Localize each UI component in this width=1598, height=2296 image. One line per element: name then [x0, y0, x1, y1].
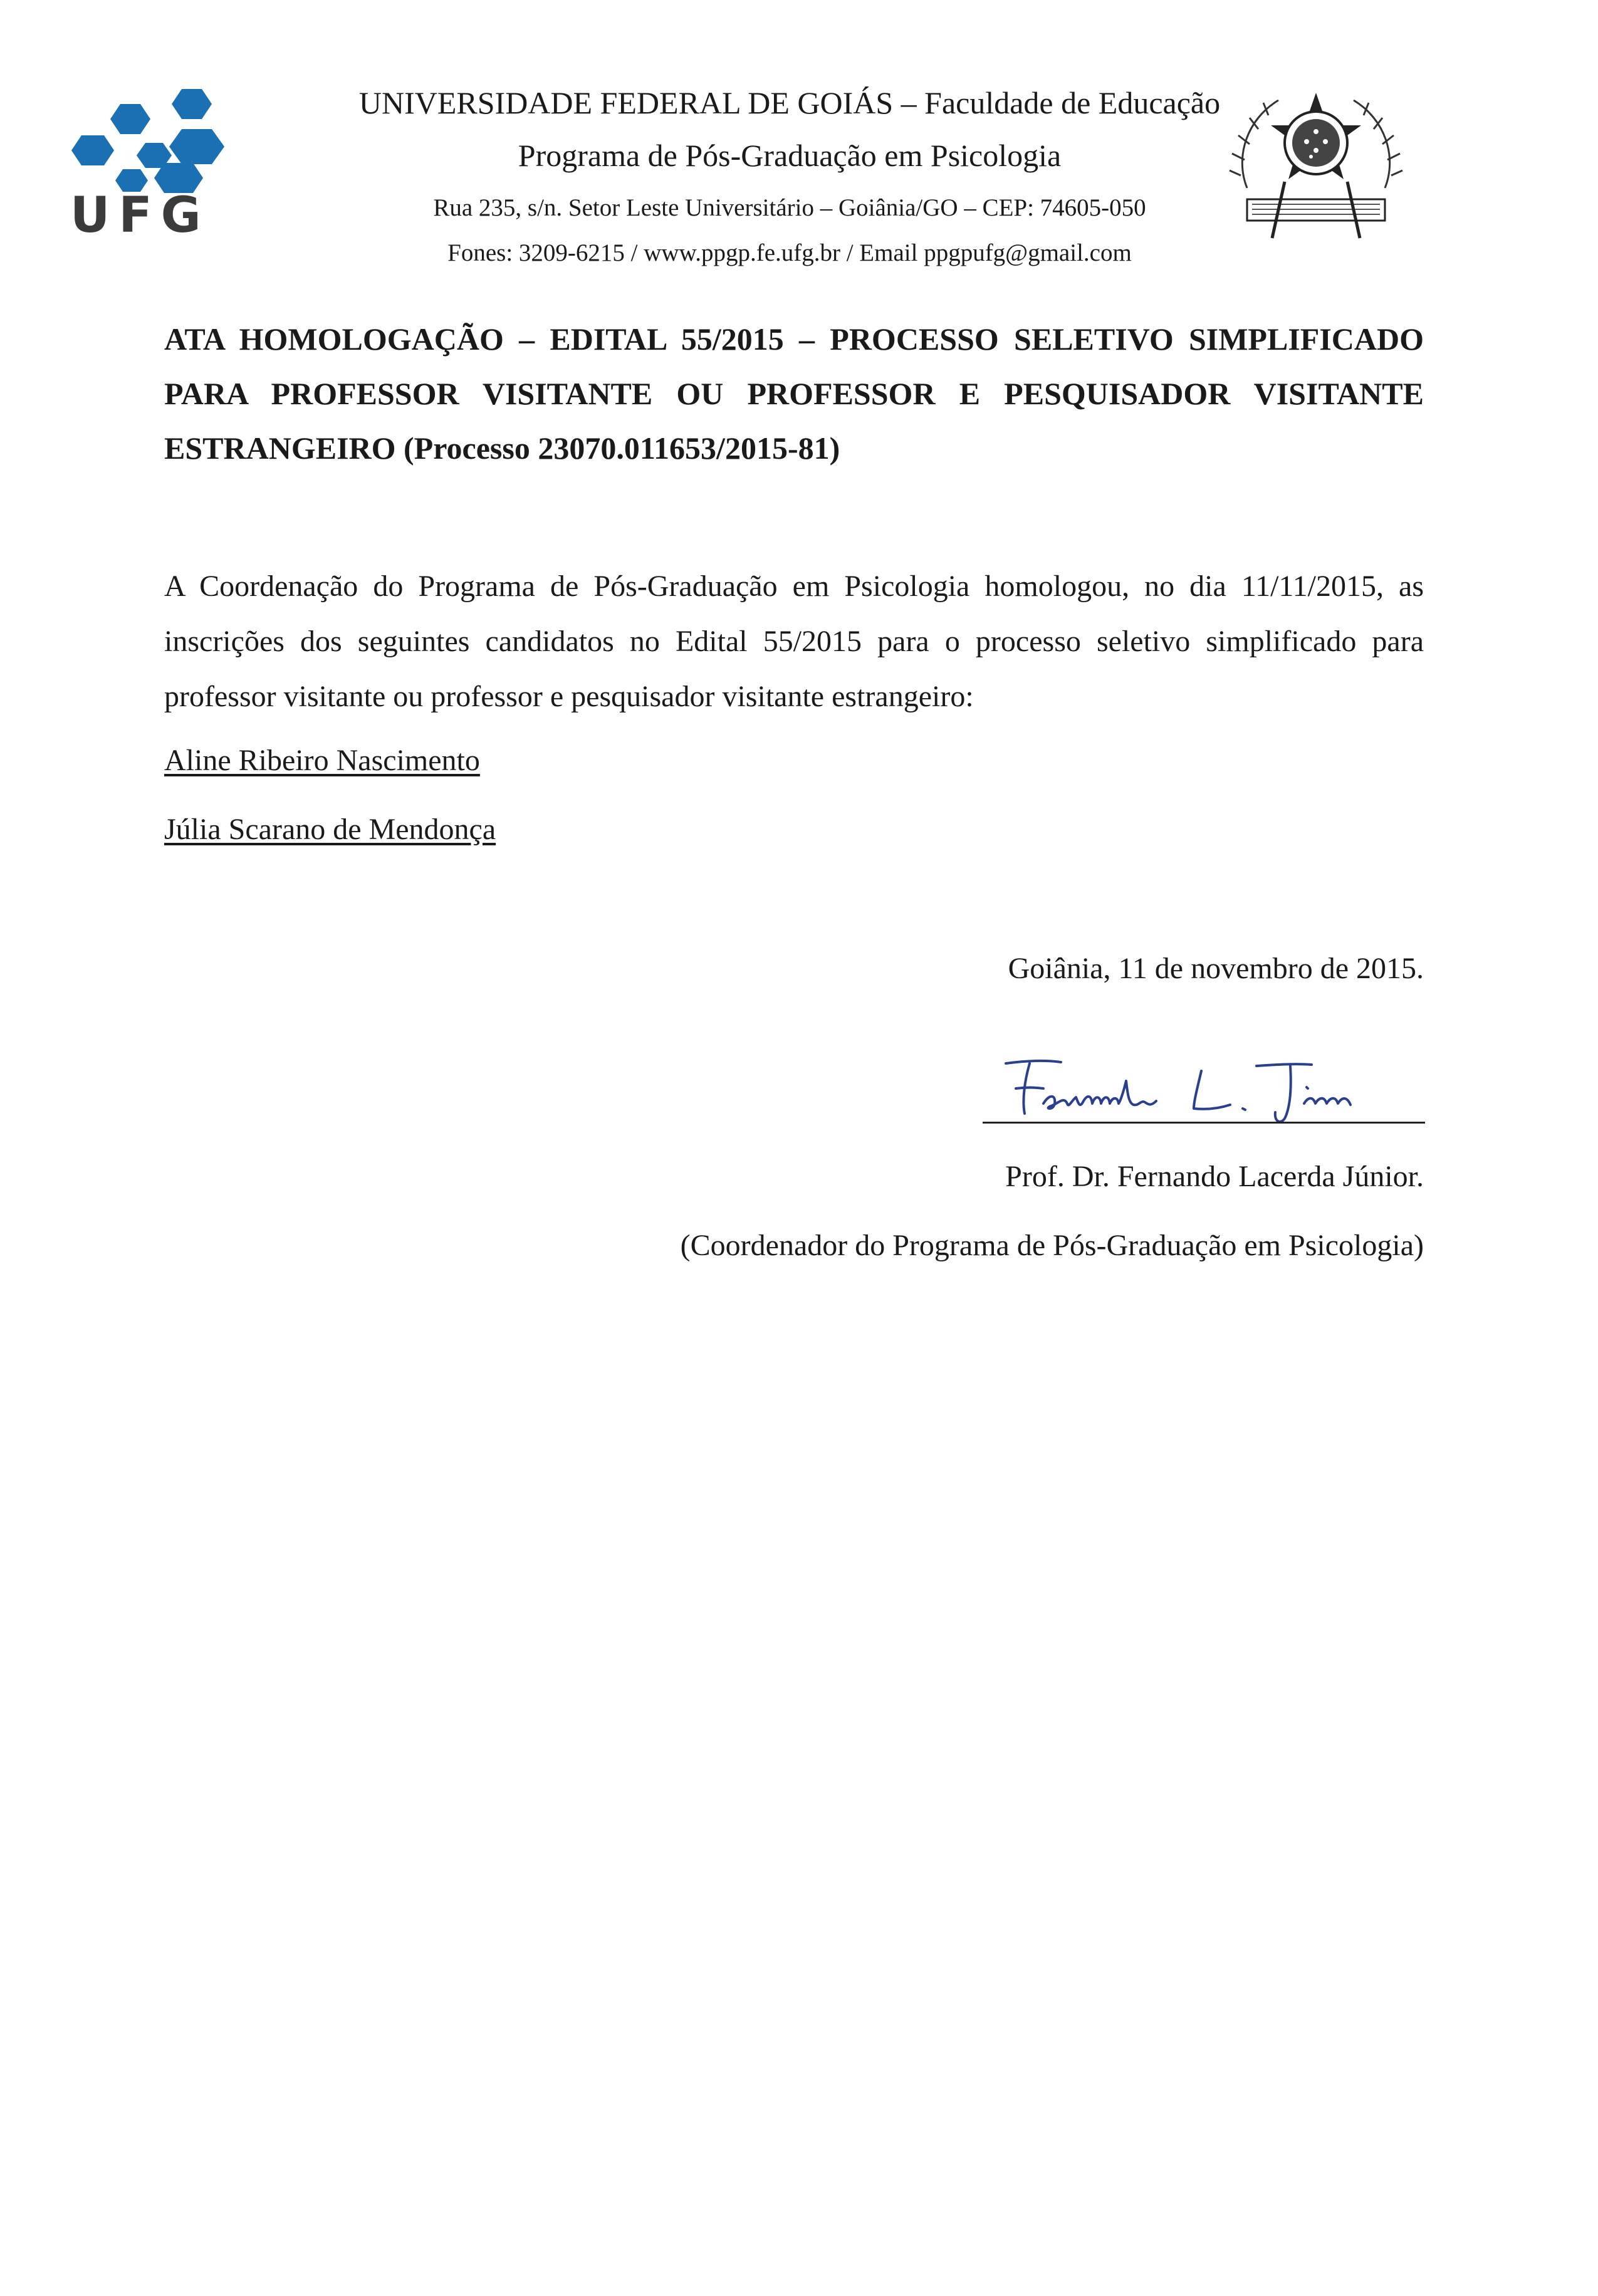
handwritten-signature — [981, 1043, 1432, 1131]
ufg-logo-text: UFG — [70, 187, 210, 237]
signer-name: Prof. Dr. Fernando Lacerda Júnior. — [1005, 1160, 1424, 1193]
document-title — [164, 312, 1424, 476]
university-name: UNIVERSIDADE FEDERAL DE GOIÁS – Faculdade de Educação — [358, 85, 1221, 120]
document-date: Goiânia, 11 de novembro de 2015. — [1008, 952, 1424, 985]
body-line: A Coordenação do Programa de Pós-Graduação em Psicologia homologou, no dia 11/11/2015, as — [164, 570, 1424, 603]
contact-info: Fones: 3209-6215 / www.ppgp.fe.ufg.br / Email ppgpufg@gmail.com — [447, 239, 1132, 266]
body-line: inscrições dos seguintes candidatos no Edital 55/2015 para o processo seletivo simplificado para — [164, 625, 1424, 658]
title-line: ESTRANGEIRO (Processo 23070.011653/2015-81) — [164, 430, 840, 466]
body-paragraph — [164, 559, 1424, 724]
letterhead — [276, 80, 1303, 276]
candidate-name: Aline Ribeiro Nascimento — [164, 744, 480, 777]
title-line: ATA HOMOLOGAÇÃO – EDITAL 55/2015 – PROCESSO SELETIVO SIMPLIFICADO — [164, 321, 1424, 357]
program-name: Programa de Pós-Graduação em Psicologia — [518, 138, 1062, 173]
title-line: PARA PROFESSOR VISITANTE OU PROFESSOR E PESQUISADOR VISITANTE — [164, 376, 1424, 411]
ufg-logo — [70, 86, 258, 237]
candidate-name: Júlia Scarano de Mendonça — [164, 813, 496, 846]
signature-line — [983, 1122, 1425, 1124]
address: Rua 235, s/n. Setor Leste Universitário – Goiânia/GO – CEP: 74605-050 — [433, 194, 1146, 221]
brasil-coat-of-arms-icon — [1222, 81, 1410, 257]
body-line: professor visitante ou professor e pesquisador visitante estrangeiro: — [164, 680, 974, 713]
signer-role: (Coordenador do Programa de Pós-Graduação em Psicologia) — [680, 1229, 1424, 1262]
